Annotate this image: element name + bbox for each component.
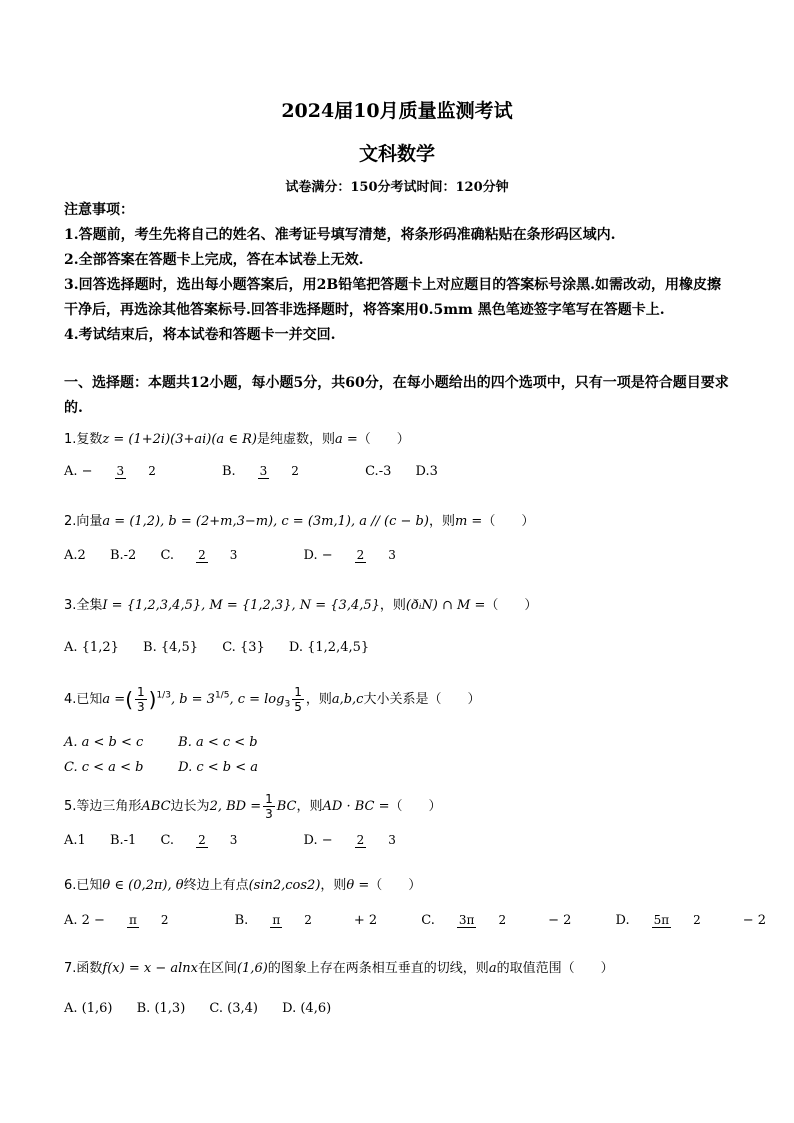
question-6: 6.已知θ ∈ (0,2π), θ终边上有点(sin2,cos2)，则θ =（ ） bbox=[64, 878, 422, 893]
q6-option-a: A. 2 − π 2 bbox=[64, 913, 169, 928]
q5-option-d: D. − 2 3 bbox=[303, 833, 396, 848]
q2-option-a: A.2 bbox=[64, 548, 86, 563]
q7-option-c: C. (3,4) bbox=[209, 1001, 258, 1016]
notice-heading: 注意事项： bbox=[64, 202, 134, 218]
q2-option-c: C. 2 3 bbox=[160, 548, 238, 563]
q5-option-c: C. 2 3 bbox=[160, 833, 238, 848]
q3-options bbox=[64, 640, 389, 655]
q2-option-b: B.-2 bbox=[109, 548, 137, 563]
notice-item-1: 1.答题前，考生先将自己的姓名、准考证号填写清楚，将条形码准确粘贴在条形码区域内. bbox=[64, 227, 616, 243]
q7-option-b: B. (1,3) bbox=[136, 1001, 186, 1016]
question-5: 5.等边三角形ABC边长为2, BD = $\frac{1}{3}$ BC，则AD · BC =（ ） bbox=[64, 792, 442, 821]
q7-option-d: D. (4,6) bbox=[282, 1001, 332, 1016]
q3-option-c: C. {3} bbox=[222, 640, 265, 655]
q5-option-b: B.-1 bbox=[109, 833, 137, 848]
question-3: 3.全集I = {1,2,3,4,5}, M = {1,2,3}, N = {3,4,5}，则(ðᵢN) ∩ M =（ ） bbox=[64, 598, 538, 613]
notice-item-3: 3.回答选择题时，选出每小题答案后，用2B铅笔把答题卡上对应题目的答案标号涂黑.如需改动，用橡皮擦干净后，再选涂其他答案标号.回答非选择题时，将答案用0.5mm 黑色笔迹签字笔写在答题卡上. bbox=[64, 277, 722, 318]
q1-option-a: A. − 3 2 bbox=[64, 464, 156, 479]
exam-subject: 文科数学 bbox=[358, 143, 435, 165]
notice-item-2: 2.全部答案在答题卡上完成，答在本试卷上无效. bbox=[64, 252, 364, 268]
q2-option-d: D. − 2 3 bbox=[303, 548, 396, 563]
q3-option-b: B. {4,5} bbox=[143, 640, 199, 655]
q5-options bbox=[64, 833, 458, 848]
q7-option-a: A. (1,6) bbox=[64, 1001, 113, 1016]
q3-option-a: A. {1,2} bbox=[64, 640, 119, 655]
q1-option-d: D.3 bbox=[415, 464, 438, 479]
q3-expression: I = {1,2,3,4,5}, M = {1,2,3}, N = {3,4,5} bbox=[102, 598, 380, 613]
q4-options-row-2 bbox=[64, 760, 278, 775]
q2-expression: a = (1,2), b = (2+m,3−m), c = (3m,1), a // (c − b) bbox=[102, 514, 429, 529]
exam-info: 试卷满分：150分考试时间：120分钟 bbox=[285, 180, 509, 195]
section-heading: 一、选择题：本题共12小题，每小题5分，共60分，在每小题给出的四个选项中，只有一项是符合题目要求的. bbox=[64, 375, 729, 416]
question-4: 4.已知a =( $\frac{1}{3}$ )$^{1/3}$, $b = 3^{1/5}$, $c = \log_3$ $\frac{1}{5}$ ，则a,b,c大小关系是（ ） bbox=[64, 685, 481, 714]
notice-item-4: 4.考试结束后，将本试卷和答题卡一并交回. bbox=[64, 327, 336, 343]
q4-options-row-1 bbox=[64, 735, 278, 750]
question-2: 2.向量a = (1,2), b = (2+m,3−m), c = (3m,1), a // (c − b)，则m =（ ） bbox=[64, 514, 535, 529]
q6-option-d: D. 5π 2 − 2 bbox=[615, 913, 767, 928]
q4-option-c: C. c < a < b bbox=[64, 760, 144, 775]
q6-option-c: C. 3π 2 − 2 bbox=[421, 913, 572, 928]
exam-title: 2024届10月质量监测考试 bbox=[281, 100, 513, 122]
q3-option-d: D. {1,2,4,5} bbox=[288, 640, 370, 655]
q7-options bbox=[64, 1001, 351, 1016]
q4-option-b: B. a < c < b bbox=[178, 735, 258, 750]
q6-option-b: B. π 2 + 2 bbox=[234, 913, 378, 928]
q2-options bbox=[64, 548, 458, 563]
q1-options bbox=[64, 464, 458, 479]
q1-expression: z = (1+2i)(3+ai)(a ∈ R) bbox=[102, 432, 257, 447]
q4-option-d: D. c < b < a bbox=[178, 760, 259, 775]
q1-option-c: C.-3 bbox=[365, 464, 392, 479]
question-1: 1.复数z = (1+2i)(3+ai)(a ∈ R)是纯虚数，则a =（ ） bbox=[64, 432, 410, 447]
q1-option-b: B. 3 2 bbox=[221, 464, 299, 479]
q5-option-a: A.1 bbox=[64, 833, 86, 848]
question-7: 7.函数f(x) = x − alnx在区间(1,6)的图象上存在两条相互垂直的切线，则a的取值范围（ ） bbox=[64, 961, 614, 976]
q6-options bbox=[64, 913, 794, 928]
q4-option-a: A. a < b < c bbox=[64, 735, 144, 750]
notice-list bbox=[64, 223, 734, 348]
